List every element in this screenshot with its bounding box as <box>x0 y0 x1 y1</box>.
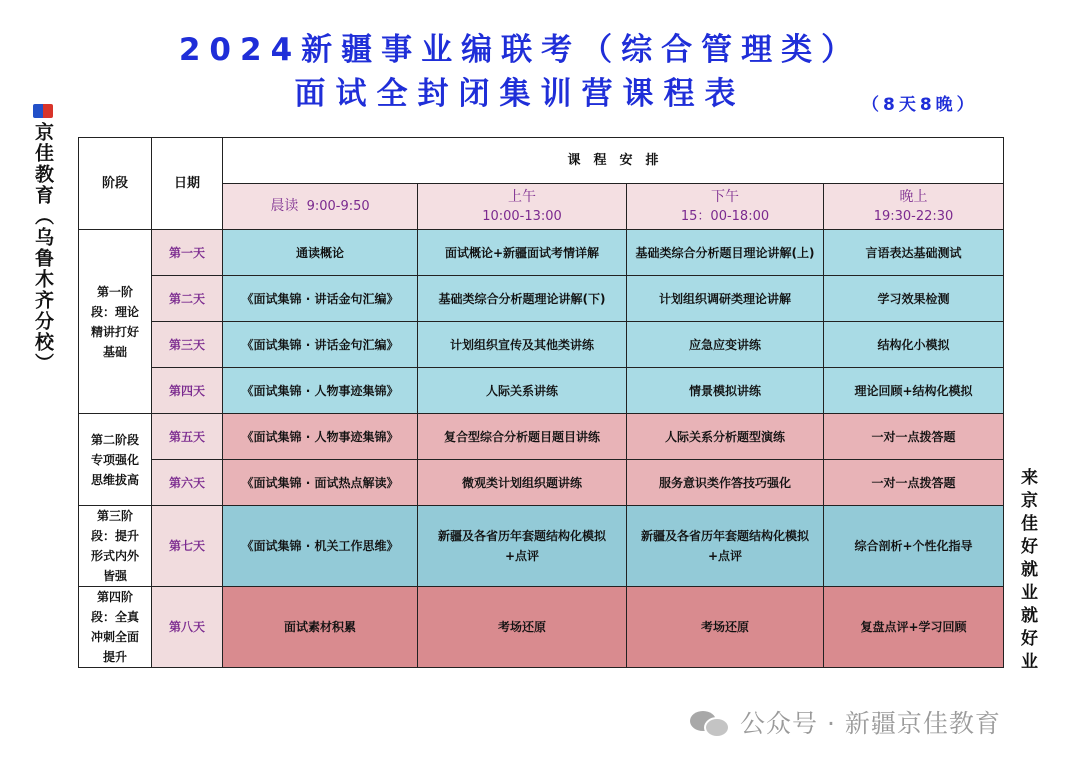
schedule-cell: 考场还原 <box>418 587 627 668</box>
schedule-cell: 学习效果检测 <box>824 276 1004 322</box>
day-cell: 第一天 <box>152 230 223 276</box>
table-row <box>79 587 1004 668</box>
schedule-cell: 言语表达基础测试 <box>824 230 1004 276</box>
schedule-cell: 应急应变讲练 <box>627 322 824 368</box>
slot-eve: 晚上 19:30-22:30 <box>824 184 1004 230</box>
schedule-cell: 综合剖析+个性化指导 <box>824 506 1004 587</box>
table-row <box>79 506 1004 587</box>
schedule-cell: 计划组织宣传及其他类讲练 <box>418 322 627 368</box>
schedule-cell: 微观类计划组织题讲练 <box>418 460 627 506</box>
day-cell: 第四天 <box>152 368 223 414</box>
day-cell: 第六天 <box>152 460 223 506</box>
org-name: 京佳教育（乌鲁木齐分校） <box>32 122 54 374</box>
table-row <box>79 322 1004 368</box>
slot-pm: 下午 15：00-18:00 <box>627 184 824 230</box>
schedule-cell: 《面试集锦 · 讲话金句汇编》 <box>223 276 418 322</box>
schedule-cell: 《面试集锦 · 面试热点解读》 <box>223 460 418 506</box>
stage-cell: 第四阶段：全真冲刺全面提升 <box>79 587 152 668</box>
day-cell: 第三天 <box>152 322 223 368</box>
day-cell: 第八天 <box>152 587 223 668</box>
slot-am: 上午 10:00-13:00 <box>418 184 627 230</box>
schedule-cell: 结构化小模拟 <box>824 322 1004 368</box>
day-cell: 第五天 <box>152 414 223 460</box>
table-row <box>79 276 1004 322</box>
wechat-icon <box>690 709 730 735</box>
header-date: 日期 <box>152 138 223 230</box>
schedule-cell: 复合型综合分析题目题目讲练 <box>418 414 627 460</box>
schedule-cell: 《面试集锦 · 讲话金句汇编》 <box>223 322 418 368</box>
schedule-cell: 新疆及各省历年套题结构化模拟+点评 <box>627 506 824 587</box>
schedule-cell: 人际关系分析题型演练 <box>627 414 824 460</box>
page-subtitle: （8天8晚） <box>862 95 978 115</box>
schedule-table <box>78 137 1004 668</box>
header-stage: 阶段 <box>79 138 152 230</box>
day-cell: 第七天 <box>152 506 223 587</box>
schedule-cell: 理论回顾+结构化模拟 <box>824 368 1004 414</box>
watermark-text: 公众号 · 新疆京佳教育 <box>740 709 1001 738</box>
stage-cell: 第二阶段专项强化思维拔高 <box>79 414 152 506</box>
schedule-cell: 《面试集锦 · 机关工作思维》 <box>223 506 418 587</box>
slogan-sidebar <box>1015 468 1039 675</box>
table-row <box>79 230 1004 276</box>
day-cell: 第二天 <box>152 276 223 322</box>
watermark <box>690 704 1001 740</box>
header-schedule: 课 程 安 排 <box>223 138 1004 184</box>
schedule-cell: 《面试集锦 · 人物事迹集锦》 <box>223 368 418 414</box>
table-row <box>79 460 1004 506</box>
schedule-cell: 考场还原 <box>627 587 824 668</box>
page-title: 2024新疆事业编联考（综合管理类） <box>178 32 862 68</box>
stage-cell: 第一阶段：理论精讲打好基础 <box>79 230 152 414</box>
schedule-cell: 情景模拟讲练 <box>627 368 824 414</box>
schedule-cell: 基础类综合分析题理论讲解(下) <box>418 276 627 322</box>
org-sidebar <box>30 104 56 374</box>
table-row <box>79 368 1004 414</box>
schedule-cell: 基础类综合分析题目理论讲解(上) <box>627 230 824 276</box>
slot-morning-read: 晨读 9:00-9:50 <box>223 184 418 230</box>
schedule-cell: 《面试集锦 · 人物事迹集锦》 <box>223 414 418 460</box>
schedule-cell: 面试素材积累 <box>223 587 418 668</box>
schedule-cell: 一对一点拨答题 <box>824 414 1004 460</box>
schedule-cell: 服务意识类作答技巧强化 <box>627 460 824 506</box>
schedule-cell: 通读概论 <box>223 230 418 276</box>
stage-cell: 第三阶段：提升形式内外皆强 <box>79 506 152 587</box>
schedule-cell: 一对一点拨答题 <box>824 460 1004 506</box>
schedule-cell: 复盘点评+学习回顾 <box>824 587 1004 668</box>
logo-icon <box>33 104 53 118</box>
table-row <box>79 414 1004 460</box>
schedule-cell: 面试概论+新疆面试考情详解 <box>418 230 627 276</box>
schedule-cell: 计划组织调研类理论讲解 <box>627 276 824 322</box>
schedule-cell: 人际关系讲练 <box>418 368 627 414</box>
slogan-text: 来京佳好就业就好业 <box>1017 468 1037 675</box>
schedule-cell: 新疆及各省历年套题结构化模拟+点评 <box>418 506 627 587</box>
page-title-line2: 面试全封闭集训营课程表 <box>294 76 746 112</box>
